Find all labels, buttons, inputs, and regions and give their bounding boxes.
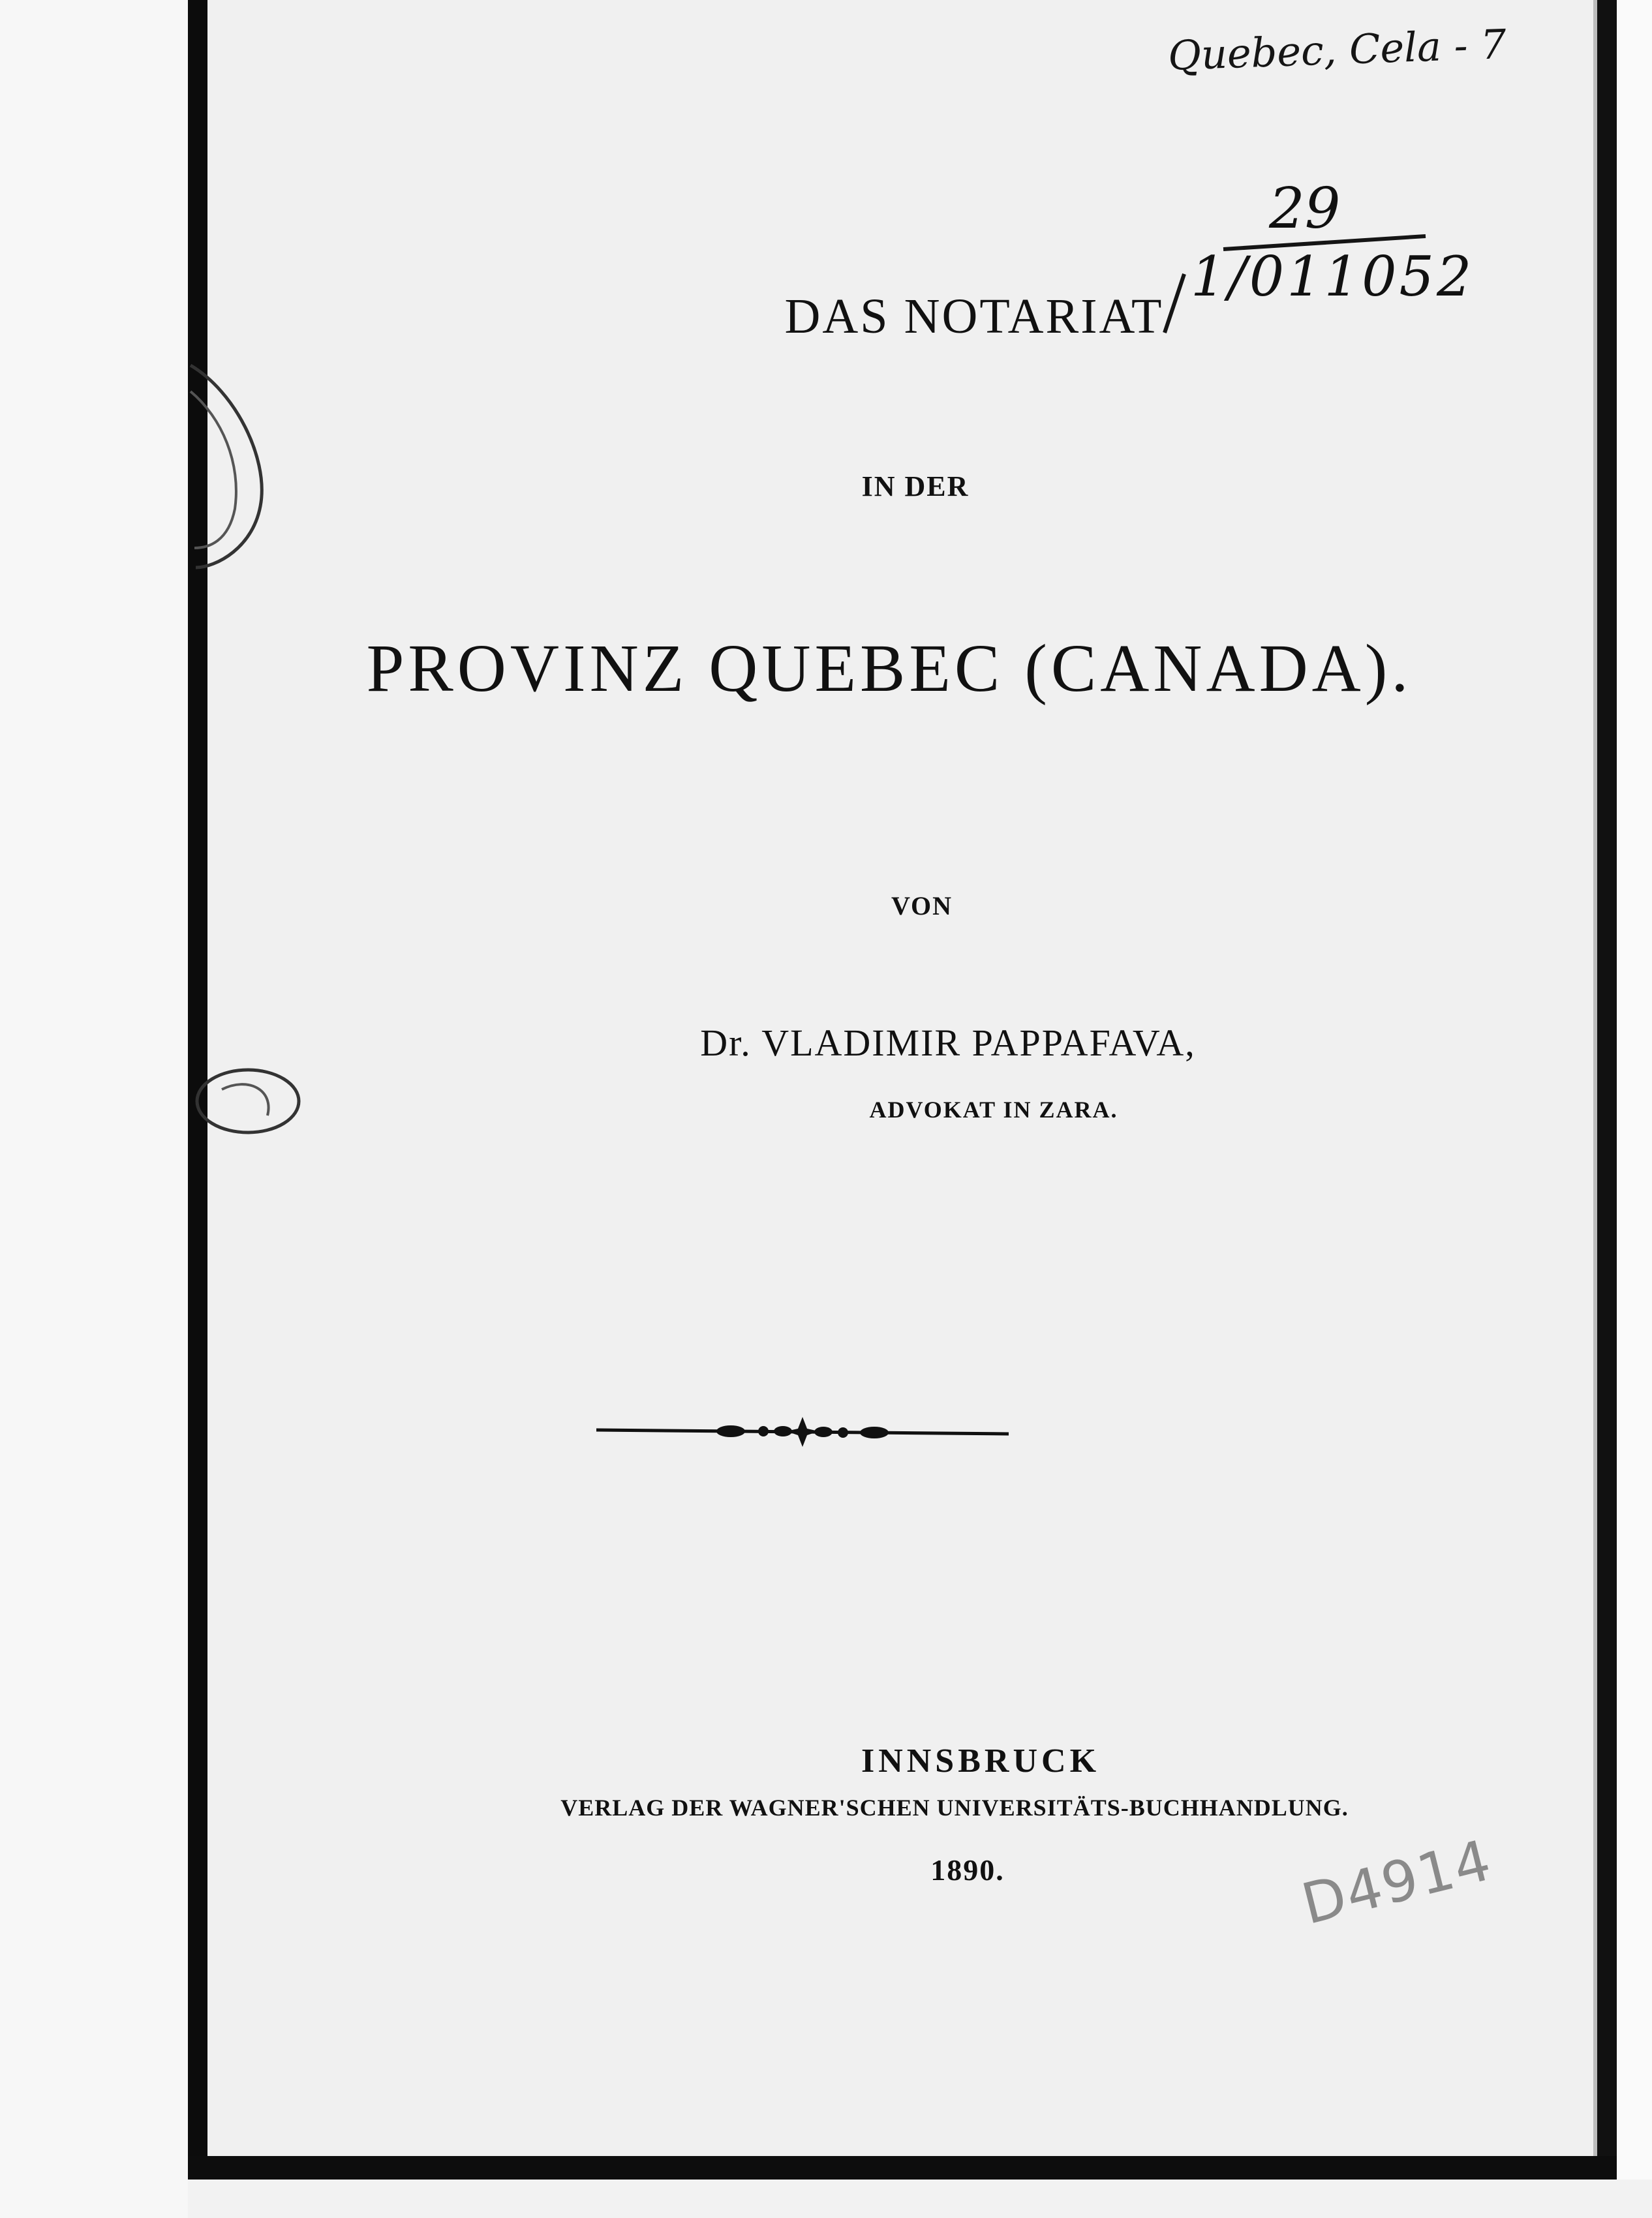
handwritten-note: Quebec, Cela - 7 (1167, 20, 1507, 80)
author-profession: ADVOKAT IN ZARA. (869, 1097, 1118, 1123)
author-name: Dr. VLADIMIR PAPPAFAVA, (700, 1022, 1196, 1064)
scan-bottom-margin (188, 2180, 1652, 2218)
pencil-mark: D4914 (1295, 1827, 1499, 1937)
page-bottom-border (188, 2156, 1617, 2180)
by-line: VON (891, 891, 953, 920)
call-number-lower: 1/011052 (1191, 245, 1475, 309)
title-connector: IN DER (861, 470, 970, 502)
binding-thread-bottom (196, 1063, 307, 1142)
call-number-upper: 29 (1269, 176, 1341, 241)
publication-place: INNSBRUCK (861, 1742, 1101, 1780)
decorative-rule-ornament (594, 1409, 1011, 1455)
facing-leaf (0, 0, 188, 2218)
book-title: DAS NOTARIAT (784, 289, 1164, 344)
publication-year: 1890. (930, 1853, 1005, 1887)
publisher: VERLAG DER WAGNER'SCHEN UNIVERSITÄTS-BUCHHANDLUNG. (560, 1795, 1349, 1821)
book-subject: PROVINZ QUEBEC (CANADA). (366, 631, 1413, 706)
